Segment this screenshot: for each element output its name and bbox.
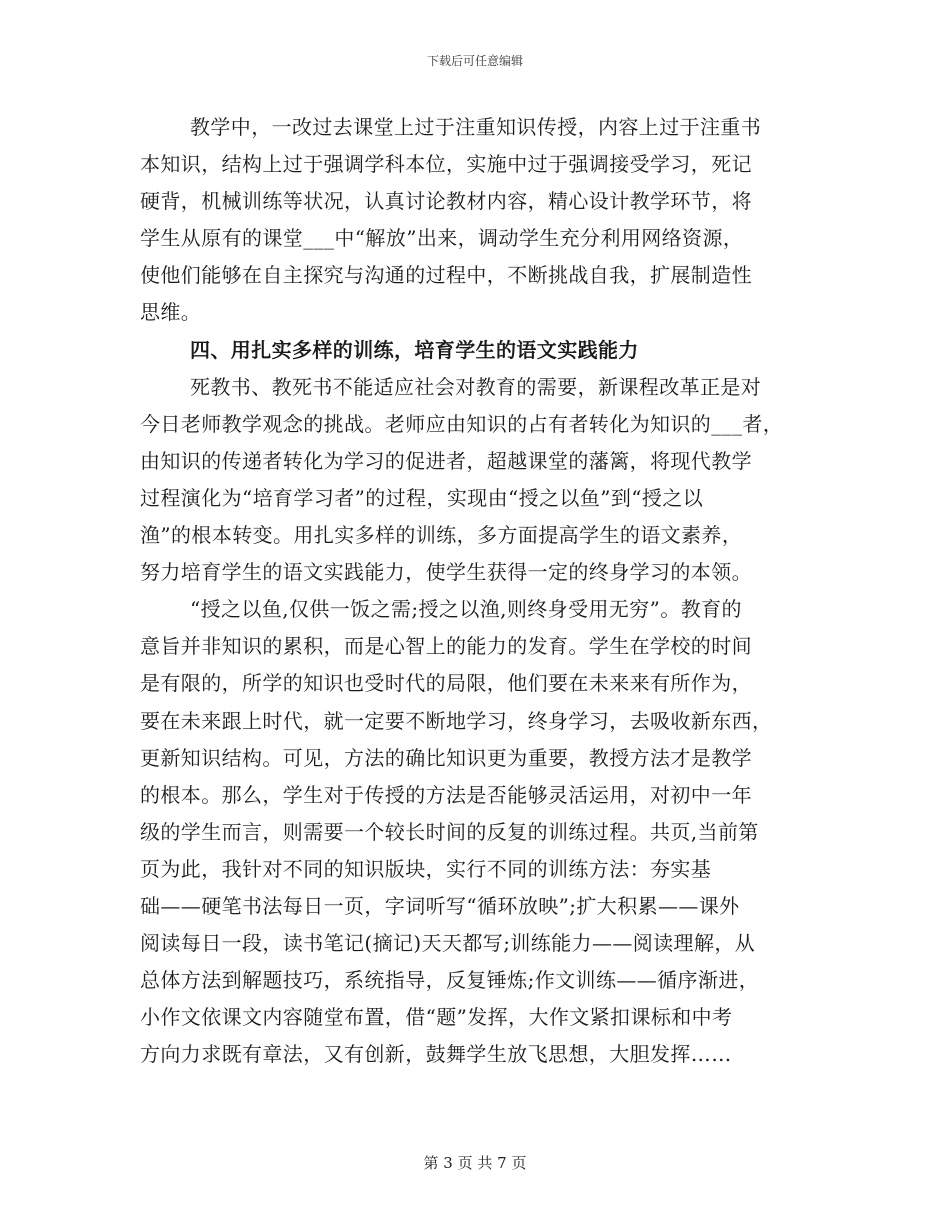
page-header: 下载后可任意编辑 [426, 54, 523, 68]
paragraph-line: 使他们能够在自主探究与沟通的过程中，不断挑战自我，扩展制造性 [140, 263, 752, 288]
paragraph-line: 总体方法到解题技巧，系统指导，反复锤炼;作文训练——循序渐进， [140, 968, 760, 993]
paragraph-line: “授之以鱼,仅供一饭之需;授之以渔,则终身受用无穷”。教育的 [190, 597, 742, 622]
paragraph-line: 要在未来跟上时代，就一定要不断地学习，终身学习，去吸收新东西， [140, 708, 773, 733]
paragraph-line: 是有限的，所学的知识也受时代的局限，他们要在未来来有所作为， [140, 671, 752, 696]
section-heading: 四、用扎实多样的训练，培育学生的语文实践能力 [190, 337, 639, 362]
document-body [140, 109, 820, 1073]
paragraph-line: 努力培育学生的语文实践能力，使学生获得一定的终身学习的本领。 [140, 560, 752, 585]
paragraph-line: 学生从原有的课堂___中“解放”出来，调动学生充分利用网络资源， [140, 226, 744, 251]
paragraph-line: 硬背，机械训练等状况，认真讨论教材内容，精心设计教学环节，将 [140, 189, 752, 214]
paragraph-line: 更新知识结构。可见，方法的确比知识更为重要，教授方法才是教学 [140, 745, 752, 770]
paragraph-line: 由知识的传递者转化为学习的促进者，超越课堂的藩篱，将现代教学 [140, 448, 752, 473]
paragraph-line: 意旨并非知识的累积，而是心智上的能力的发育。学生在学校的时间 [140, 634, 752, 659]
paragraph-line: 级的学生而言，则需要一个较长时间的反复的训练过程。共页,当前第 [140, 819, 759, 844]
paragraph-line: 小作文依课文内容随堂布置，借“题”发挥，大作文紧扣课标和中考 [140, 1005, 733, 1030]
paragraph-line: 的根本。那么，学生对于传授的方法是否能够灵活运用，对初中一年 [140, 782, 752, 807]
paragraph-line: 过程演化为“培育学习者”的过程，实现由“授之以鱼”到“授之以 [140, 485, 704, 510]
paragraph-line: 教学中，一改过去课堂上过于注重知识传授，内容上过于注重书 [190, 115, 762, 139]
paragraph-line: 今日老师教学观念的挑战。老师应由知识的占有者转化为知识的___者， [140, 411, 784, 436]
paragraph-line: 础——硬笔书法每日一页，字词听写“循环放映”;扩大积累——课外 [140, 893, 740, 918]
page-footer: 第 3 页 共 7 页 [423, 1154, 527, 1172]
paragraph-line: 死教书、教死书不能适应社会对教育的需要，新课程改革正是对 [190, 374, 762, 399]
paragraph-line: 思维。 [140, 300, 202, 325]
paragraph-line: 渔”的根本转变。用扎实多样的训练，多方面提高学生的语文素养， [140, 523, 743, 548]
paragraph-line: 方向力求既有章法，又有创新，鼓舞学生放飞思想，大胆发挥…… [140, 1042, 732, 1067]
paragraph-line: 本知识，结构上过于强调学科本位，实施中过于强调接受学习，死记 [140, 152, 752, 177]
paragraph-line: 阅读每日一段，读书笔记(摘记)天天都写;训练能力——阅读理解，从 [140, 931, 756, 956]
paragraph-line: 页为此，我针对不同的知识版块，实行不同的训练方法：夯实基 [140, 856, 712, 881]
